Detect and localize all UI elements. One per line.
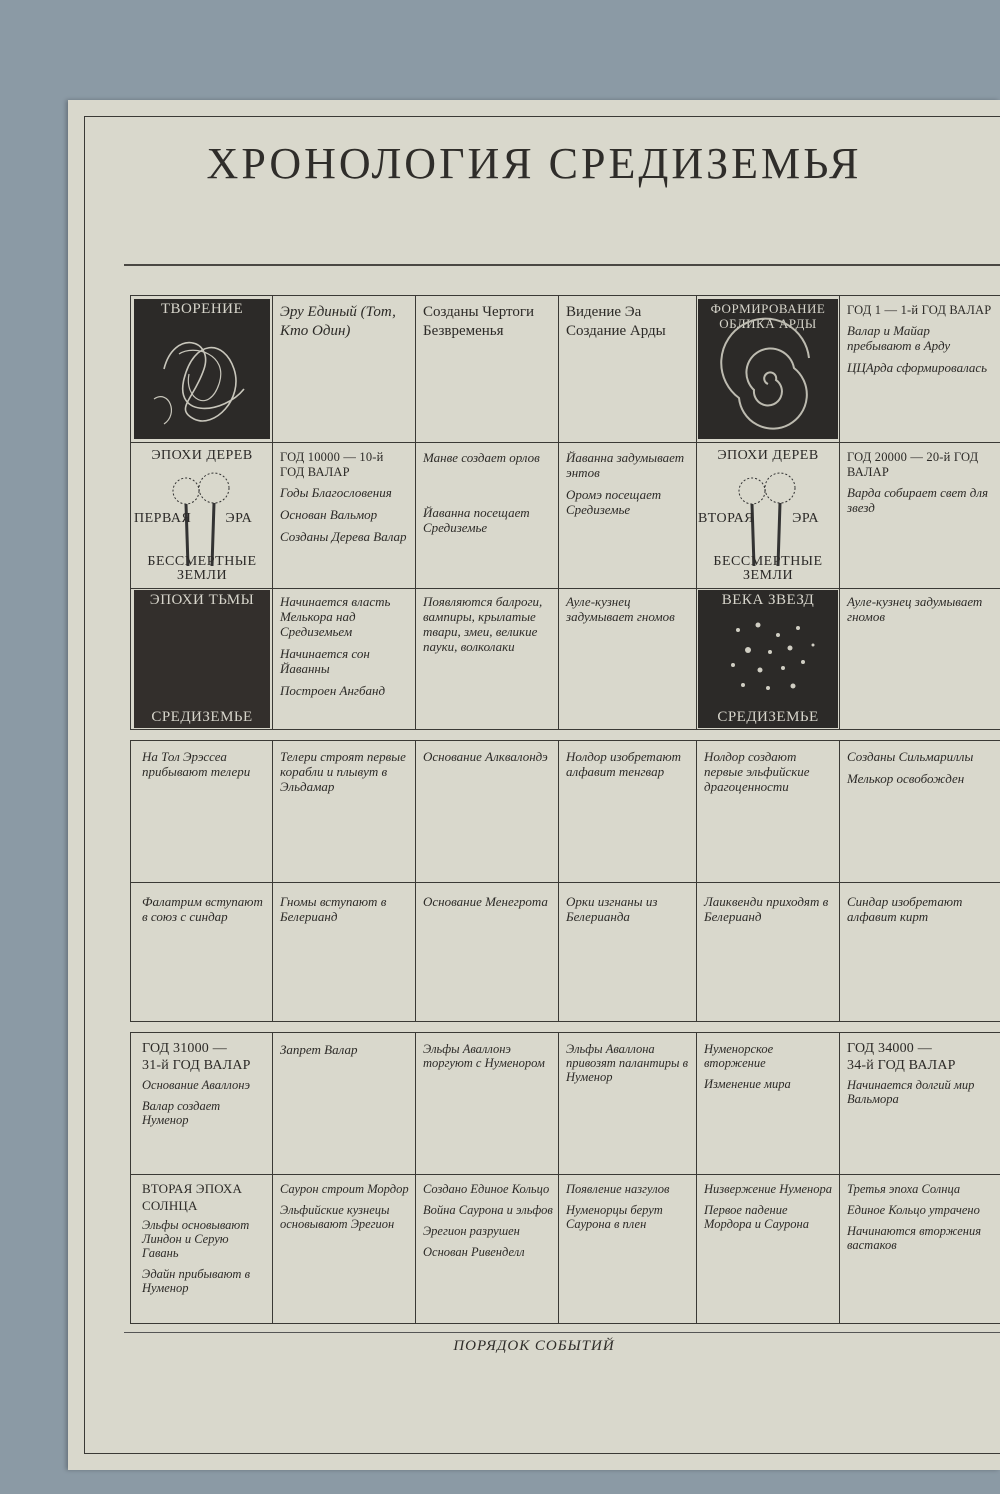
cell-falathrim	[134, 890, 272, 1020]
tile-label: БЕССМЕРТНЫЕ	[147, 554, 257, 569]
cell-alqualonde	[415, 745, 558, 880]
cell-laiquendi	[696, 890, 839, 1020]
cell-text: На Тол Эрэссеа прибывают телери	[142, 749, 251, 779]
cell-text: Созданы Чертоги Безвременья	[423, 304, 535, 339]
cell-text: Появление назгулов	[566, 1182, 670, 1196]
cell-tengwar	[558, 745, 696, 880]
cell-text: Основан Ривенделл	[423, 1245, 525, 1259]
cell-text: Изменение мира	[704, 1077, 791, 1091]
cell-heading: ГОД 34000 —	[847, 1041, 932, 1056]
cell-text: Первое падение Мордора и Саурона	[704, 1203, 809, 1231]
cell-menegroth	[415, 890, 558, 1020]
cell-one-ring	[415, 1178, 558, 1322]
cell-text: Появляются балроги, вампиры, крылатые твари, змеи, великие пауки, волколаки	[423, 594, 543, 654]
cell-text: Эльфы основывают Линдон и Серую Гавань	[142, 1218, 250, 1260]
cell-text: Созданы Деревa Валар	[280, 529, 407, 544]
cell-text: Нуменорцы берут Саурона в плен	[566, 1203, 663, 1231]
tile-label: ЭПОХИ ДЕРЕВ	[151, 448, 253, 463]
cell-text: Валар создает Нуменор	[142, 1099, 221, 1127]
book-page	[68, 100, 1000, 1470]
cell-text: Начинается сон Йаванны	[280, 646, 370, 676]
cell-eru	[272, 299, 415, 439]
cell-teleri-ships	[272, 745, 415, 880]
cell-text: Запрет Валар	[280, 1042, 358, 1057]
cell-text: Созданы Сильмариллы	[847, 749, 974, 764]
tile-label: ЭПОХИ ДЕРЕВ	[717, 448, 819, 463]
cell-text: Фалатрим вступают в союз с синдар	[142, 894, 263, 924]
cell-text: Основание Аваллонэ	[142, 1078, 250, 1092]
tile-label: ВЕКА ЗВЕЗД	[721, 592, 815, 608]
cell-silmarils	[839, 745, 1000, 880]
cell-text: Ауле-кузнец задумывает гномов	[566, 594, 675, 624]
cell-heading: СОЛНЦА	[142, 1198, 198, 1213]
cell-melkor-rule	[272, 590, 415, 728]
cell-text: Эдайн прибывают в Нуменор	[142, 1267, 250, 1295]
page-footer: ПОРЯДОК СОБЫТИЙ	[453, 1338, 615, 1354]
shaping-label-a: ФОРМИРОВАНИЕ	[710, 301, 826, 316]
cell-text: Мелькор освобожден	[847, 771, 965, 786]
cell-text: Эльфы Аваллона привозят палантиры в Нуменор	[566, 1042, 689, 1084]
tile-label: СРЕДИЗЕМЬЕ	[151, 709, 253, 725]
cell-heading: ГОД 20000 — 20-й ГОД ВАЛАР	[847, 450, 979, 479]
cell-year-10000	[272, 446, 415, 586]
cell-gems	[696, 745, 839, 880]
cell-text: Йаванна посещает Средиземье	[423, 505, 530, 535]
cell-text: Йаванна задумывает энтов	[566, 450, 685, 480]
tile-label: ВТОРАЯ	[698, 511, 755, 526]
cell-text: Основание Менегрота	[423, 894, 548, 909]
tile-label-mid	[698, 511, 838, 527]
cell-heading: 31-й ГОД ВАЛАР	[142, 1058, 251, 1073]
cell-avallone-trade	[415, 1038, 558, 1172]
tile-label: ЗЕМЛИ	[742, 568, 794, 583]
tile-label: ЭРА	[792, 511, 819, 526]
cell-palantiri	[558, 1038, 696, 1172]
cell-text: Начинаются вторжения вастаков	[847, 1224, 982, 1252]
cell-text: Эльфы Аваллонэ торгуют с Нуменором	[423, 1042, 545, 1070]
creation-swirl-icon	[134, 299, 270, 439]
cell-dwarves-beleriand	[272, 890, 415, 1020]
cell-text: Орки изгнаны из Белерианда	[566, 894, 658, 924]
cell-text: Лаиквенди приходят в Белерианд	[704, 894, 829, 924]
cell-text: Создано Единое Кольцо	[423, 1182, 550, 1196]
cell-text: Война Саурона и эльфов	[423, 1203, 553, 1217]
tile-label: ЭРА	[225, 511, 253, 526]
cell-year-1	[839, 299, 1000, 439]
creation-tile	[134, 299, 270, 439]
cell-ban-valar	[272, 1038, 415, 1172]
tile-label: ЭПОХИ ТЬМЫ	[149, 592, 255, 608]
cell-cirth	[839, 890, 1000, 1020]
cell-aule-dwarves-2	[839, 590, 1000, 728]
cell-text: Телери строят первые корабли и плывут в Эльдамар	[280, 749, 406, 794]
stars-icon	[698, 590, 838, 728]
cell-text: Варда собирает свет для звезд	[847, 485, 989, 515]
cell-text: Манве создает орлов	[423, 450, 540, 465]
cell-text: Ауле-кузнец задумывает гномов	[847, 594, 983, 624]
cell-text: Начинается власть Мелькора над Средиземьем	[280, 594, 391, 639]
cell-text: Эльфийские кузнецы основывают Эрегион	[280, 1203, 395, 1231]
cell-downfall	[696, 1178, 839, 1322]
cell-text: Единое Кольцо утрачено	[847, 1203, 980, 1217]
galaxy-spiral-icon	[698, 299, 838, 439]
cell-text: Эру Единый (Тот, Кто Один)	[280, 304, 396, 339]
cell-text: Синдар изобретают алфавит кирт	[847, 894, 963, 924]
ages-of-stars-tile	[698, 590, 838, 728]
cell-text: Саурон строит Мордор	[280, 1182, 409, 1196]
tile-label: ЗЕМЛИ	[176, 568, 228, 583]
cell-yavanna-ents	[558, 446, 696, 586]
cell-text: ЦЦАрда сформировалась	[847, 360, 988, 375]
cell-text: Нолдор изобретают алфавит тенгвар	[566, 749, 682, 779]
ages-of-trees-first-tile	[134, 446, 270, 586]
cell-text: Низвержение Нуменора	[704, 1182, 832, 1196]
cell-text: Эрегион разрушен	[423, 1224, 520, 1238]
cell-manwe-eagles	[415, 446, 558, 586]
tile-label: СРЕДИЗЕМЬЕ	[717, 709, 819, 725]
cell-text: Гномы вступают в Белерианд	[280, 894, 387, 924]
cell-year-34000	[839, 1038, 1000, 1172]
cell-text: Основан Вальмор	[280, 507, 378, 522]
tile-label: БЕССМЕРТНЫЕ	[713, 554, 823, 569]
cell-text: Валар и Майар пребывают в Арду	[847, 323, 951, 353]
cell-vision-ea	[558, 299, 696, 439]
cell-text: Нуменорское вторжение	[704, 1042, 774, 1070]
cell-text: Основание Алквалондэ	[423, 749, 548, 764]
tile-label: ПЕРВАЯ	[134, 511, 192, 526]
ages-of-darkness-tile	[134, 590, 270, 728]
cell-timeless-halls	[415, 299, 558, 439]
cell-orcs	[558, 890, 696, 1020]
creation-label: ТВОРЕНИЕ	[160, 301, 244, 317]
footer-rule	[124, 1332, 1000, 1333]
cell-year-31000	[134, 1038, 272, 1172]
cell-text: Построен Ангбанд	[280, 683, 386, 698]
page-title: ХРОНОЛОГИЯ СРЕДИЗЕМЬЯ	[206, 139, 862, 188]
cell-text: Нолдор создают первые эльфийские драгоценности	[704, 749, 810, 794]
cell-text: Начинается долгий мир Вальмора	[847, 1078, 975, 1106]
cell-balrogs	[415, 590, 558, 728]
ages-of-trees-second-tile	[698, 446, 838, 586]
cell-heading: ГОД 1 — 1-й ГОД ВАЛАР	[847, 303, 992, 317]
cell-text: Оромэ посещает Средиземье	[566, 487, 662, 517]
tile-label-mid	[134, 511, 270, 527]
cell-text: Годы Благословения	[280, 485, 392, 500]
cell-tol-eressea	[134, 745, 272, 880]
cell-second-age	[134, 1178, 272, 1322]
cell-aule-dwarves	[558, 590, 696, 728]
cell-heading: ГОД 31000 —	[142, 1041, 227, 1056]
cell-third-age	[839, 1178, 1000, 1322]
cell-text: Видение Эа Создание Арды	[566, 304, 666, 339]
shaping-label-b: ОБЛИКА АРДЫ	[719, 316, 817, 331]
cell-text: Третья эпоха Солнца	[847, 1182, 961, 1196]
cell-year-20000	[839, 446, 1000, 586]
cell-numenor-invasion	[696, 1038, 839, 1172]
cell-nazgul	[558, 1178, 696, 1322]
cell-heading: ВТОРАЯ ЭПОХА	[142, 1181, 243, 1196]
cell-mordor	[272, 1178, 415, 1322]
cell-heading: ГОД 10000 — 10-й ГОД ВАЛАР	[280, 450, 384, 479]
shaping-arda-tile	[698, 299, 838, 439]
title-rule	[124, 264, 1000, 266]
cell-heading: 34-й ГОД ВАЛАР	[847, 1058, 956, 1073]
